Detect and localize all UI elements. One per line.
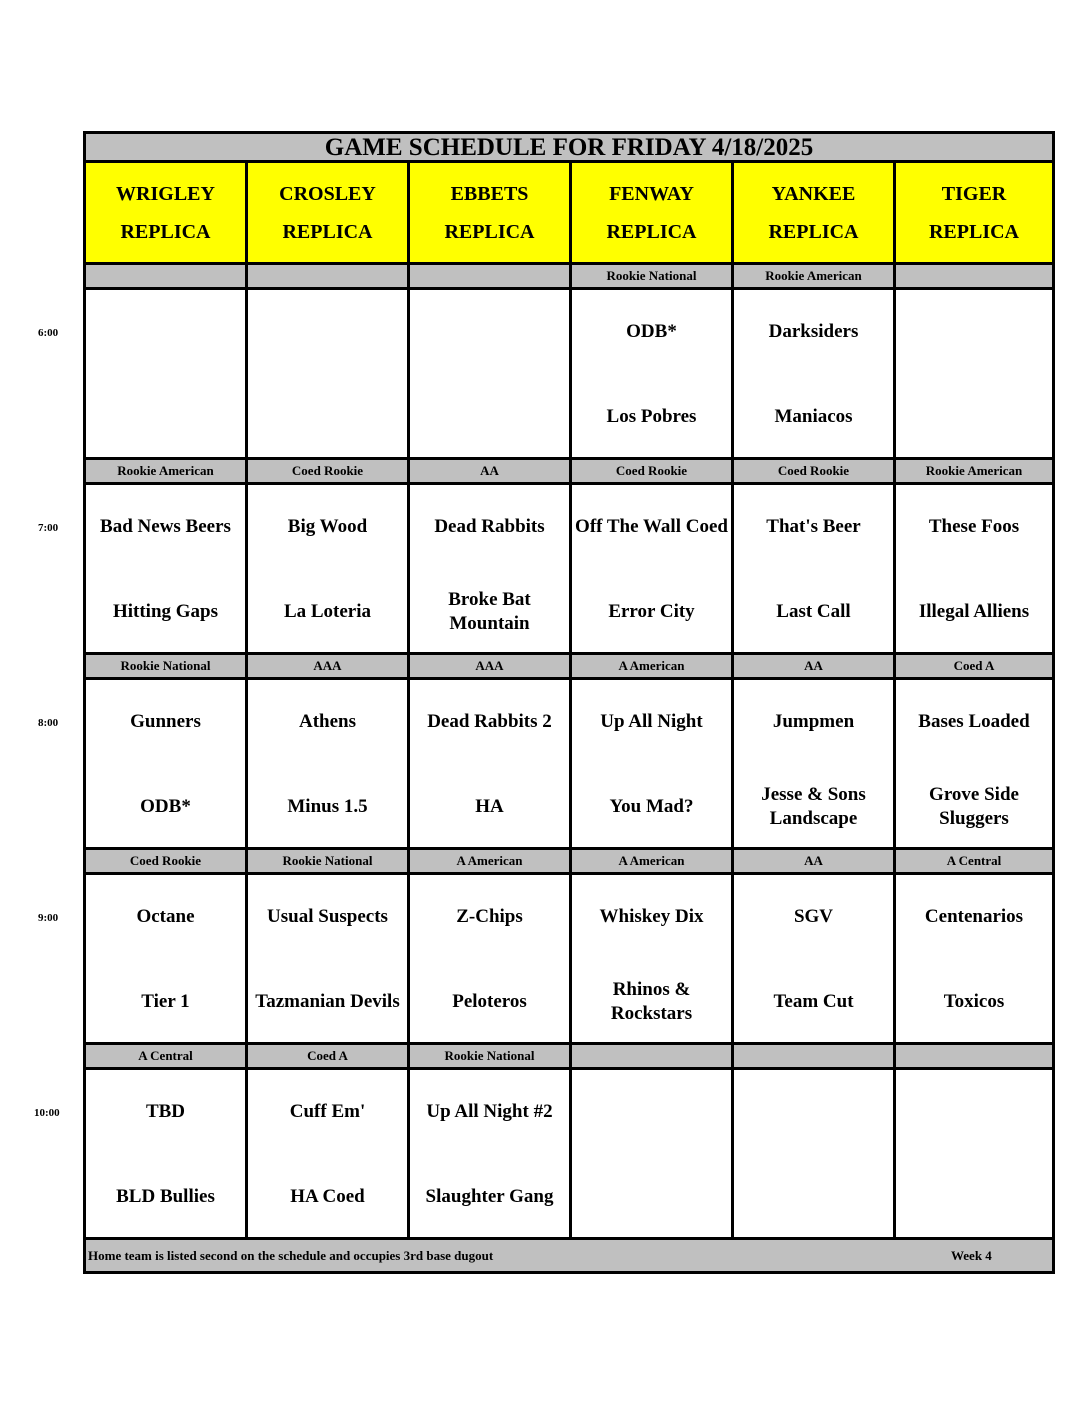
division-label: Coed Rookie	[83, 850, 245, 875]
home-team: Rhinos & Rockstars	[610, 979, 693, 1024]
time-label: 10:00	[34, 1107, 60, 1119]
away-team	[250, 302, 405, 362]
home-team: Minus 1.5	[287, 796, 368, 817]
home-team: HA Coed	[290, 1186, 365, 1207]
game-cell	[731, 290, 893, 460]
division-label: Coed Rookie	[569, 460, 731, 485]
division-label	[407, 265, 569, 290]
away-team: Gunners	[130, 711, 201, 732]
home-team: Maniacos	[774, 406, 853, 427]
home-team: Broke Bat Mountain	[448, 589, 531, 634]
game-cell	[83, 1070, 245, 1240]
game-cell	[731, 485, 893, 655]
division-label: AA	[731, 850, 893, 875]
home-team	[898, 387, 1050, 447]
game-row	[83, 485, 1055, 655]
field-header-wrigley	[83, 163, 245, 265]
home-team: Tier 1	[141, 991, 190, 1012]
game-cell	[731, 1070, 893, 1240]
game-cell	[731, 680, 893, 850]
division-label: Rookie American	[893, 460, 1055, 485]
division-label: Rookie National	[407, 1045, 569, 1070]
away-team	[88, 302, 243, 362]
division-label	[83, 265, 245, 290]
division-row	[83, 460, 1055, 485]
game-cell	[407, 875, 569, 1045]
division-label	[893, 1045, 1055, 1070]
division-row	[83, 655, 1055, 680]
home-team: Hitting Gaps	[112, 601, 219, 622]
home-team: Toxicos	[943, 991, 1005, 1012]
away-team	[736, 1082, 891, 1142]
home-team: You Mad?	[609, 796, 694, 817]
field-name: EBBETS	[450, 182, 529, 205]
away-team: Dead Rabbits	[434, 516, 545, 537]
game-cell	[245, 875, 407, 1045]
home-team: La Loteria	[283, 601, 372, 622]
game-cell	[407, 290, 569, 460]
away-team: Z-Chips	[456, 906, 523, 927]
division-label: A American	[569, 850, 731, 875]
division-label: Coed A	[893, 655, 1055, 680]
division-label	[893, 265, 1055, 290]
field-subtitle: REPLICA	[120, 220, 211, 243]
schedule-body	[83, 265, 1055, 1240]
division-label: Coed Rookie	[731, 460, 893, 485]
field-name: YANKEE	[771, 182, 856, 205]
field-subtitle: REPLICA	[444, 220, 535, 243]
time-label: 7:00	[38, 522, 59, 534]
away-team: Usual Suspects	[267, 906, 388, 927]
home-team	[898, 1167, 1050, 1227]
home-team: Peloteros	[452, 991, 527, 1012]
footer-note: Home team is listed second on the schedule and occupies 3rd base dugout	[88, 1248, 494, 1263]
game-cell	[245, 290, 407, 460]
division-label: A American	[407, 850, 569, 875]
schedule-title: GAME SCHEDULE FOR FRIDAY 4/18/2025	[83, 131, 1055, 163]
division-label	[245, 265, 407, 290]
game-row	[83, 1070, 1055, 1240]
home-team: ODB*	[140, 796, 191, 817]
away-team	[898, 1082, 1050, 1142]
game-cell	[83, 680, 245, 850]
field-header-fenway	[569, 163, 731, 265]
away-team: Off The Wall Coed	[575, 516, 728, 537]
game-cell	[83, 290, 245, 460]
field-header-row	[83, 163, 1055, 265]
field-subtitle: REPLICA	[606, 220, 697, 243]
division-label: Coed A	[245, 1045, 407, 1070]
home-team	[412, 387, 567, 447]
home-team: HA	[475, 796, 504, 817]
field-subtitle: REPLICA	[282, 220, 373, 243]
game-row	[83, 680, 1055, 850]
field-name: CROSLEY	[279, 182, 376, 205]
division-label: Rookie National	[569, 265, 731, 290]
game-cell	[569, 290, 731, 460]
home-team: Team Cut	[773, 991, 854, 1012]
away-team	[574, 1082, 729, 1142]
time-label: 8:00	[38, 717, 59, 729]
game-cell	[569, 680, 731, 850]
game-cell	[569, 1070, 731, 1240]
division-label: Rookie American	[83, 460, 245, 485]
away-team: Centenarios	[924, 906, 1024, 927]
division-label: AA	[407, 460, 569, 485]
field-subtitle: REPLICA	[928, 220, 1019, 243]
game-row	[83, 875, 1055, 1045]
home-team	[736, 1167, 891, 1227]
away-team: These Foos	[928, 516, 1020, 537]
division-label: Rookie National	[83, 655, 245, 680]
game-cell	[83, 485, 245, 655]
game-cell	[569, 875, 731, 1045]
division-label: AA	[731, 655, 893, 680]
division-label: AAA	[245, 655, 407, 680]
division-row	[83, 1045, 1055, 1070]
game-cell	[245, 1070, 407, 1240]
game-cell	[407, 1070, 569, 1240]
field-name: TIGER	[941, 182, 1007, 205]
away-team: That's Beer	[766, 516, 861, 537]
away-team: Up All Night	[600, 711, 703, 732]
home-team: Error City	[608, 601, 695, 622]
footer-row	[83, 1240, 1055, 1274]
division-label	[569, 1045, 731, 1070]
game-cell	[893, 1070, 1055, 1240]
division-label: A Central	[893, 850, 1055, 875]
game-cell	[893, 875, 1055, 1045]
division-label: Coed Rookie	[245, 460, 407, 485]
game-cell	[407, 680, 569, 850]
game-row	[83, 290, 1055, 460]
field-header-ebbets	[407, 163, 569, 265]
division-label	[731, 1045, 893, 1070]
home-team	[574, 1167, 729, 1227]
away-team: Athens	[298, 711, 356, 732]
home-team: Tazmanian Devils	[255, 991, 400, 1012]
home-team: Illegal Alliens	[918, 601, 1030, 622]
week-label: Week 4	[951, 1248, 992, 1263]
field-header-tiger	[893, 163, 1055, 265]
schedule-table	[83, 131, 1055, 1274]
division-row	[83, 265, 1055, 290]
home-team: Last Call	[776, 601, 851, 622]
away-team: Darksiders	[768, 321, 859, 342]
division-label: Rookie American	[731, 265, 893, 290]
game-cell	[893, 290, 1055, 460]
field-header-crosley	[245, 163, 407, 265]
division-label: Rookie National	[245, 850, 407, 875]
away-team: Octane	[136, 906, 195, 927]
home-team	[88, 387, 243, 447]
division-label: A Central	[83, 1045, 245, 1070]
away-team: Up All Night #2	[426, 1101, 553, 1122]
field-subtitle: REPLICA	[768, 220, 859, 243]
home-team: BLD Bullies	[116, 1186, 215, 1207]
away-team: Big Wood	[287, 516, 368, 537]
away-team	[412, 302, 567, 362]
game-cell	[893, 485, 1055, 655]
division-row	[83, 850, 1055, 875]
time-label: 9:00	[38, 912, 59, 924]
home-team: Grove Side Sluggers	[929, 784, 1019, 829]
field-name: FENWAY	[609, 182, 694, 205]
field-header-yankee	[731, 163, 893, 265]
game-cell	[731, 875, 893, 1045]
home-team: Los Pobres	[606, 406, 697, 427]
away-team: Bad News Beers	[100, 516, 231, 537]
game-cell	[245, 680, 407, 850]
away-team: TBD	[145, 1101, 186, 1122]
game-cell	[569, 485, 731, 655]
home-team: Jesse & Sons Landscape	[761, 784, 866, 829]
away-team: ODB*	[626, 321, 677, 342]
away-team: SGV	[793, 906, 834, 927]
away-team: Jumpmen	[772, 711, 855, 732]
away-team	[898, 302, 1050, 362]
away-team: Whiskey Dix	[599, 906, 704, 927]
away-team: Dead Rabbits 2	[427, 711, 552, 732]
game-cell	[893, 680, 1055, 850]
game-cell	[245, 485, 407, 655]
home-team	[250, 387, 405, 447]
away-team: Bases Loaded	[918, 711, 1030, 732]
time-label: 6:00	[38, 327, 59, 339]
division-label: AAA	[407, 655, 569, 680]
field-name: WRIGLEY	[116, 182, 215, 205]
away-team: Cuff Em'	[289, 1101, 366, 1122]
home-team: Slaughter Gang	[425, 1186, 554, 1207]
game-cell	[83, 875, 245, 1045]
division-label: A American	[569, 655, 731, 680]
game-cell	[407, 485, 569, 655]
